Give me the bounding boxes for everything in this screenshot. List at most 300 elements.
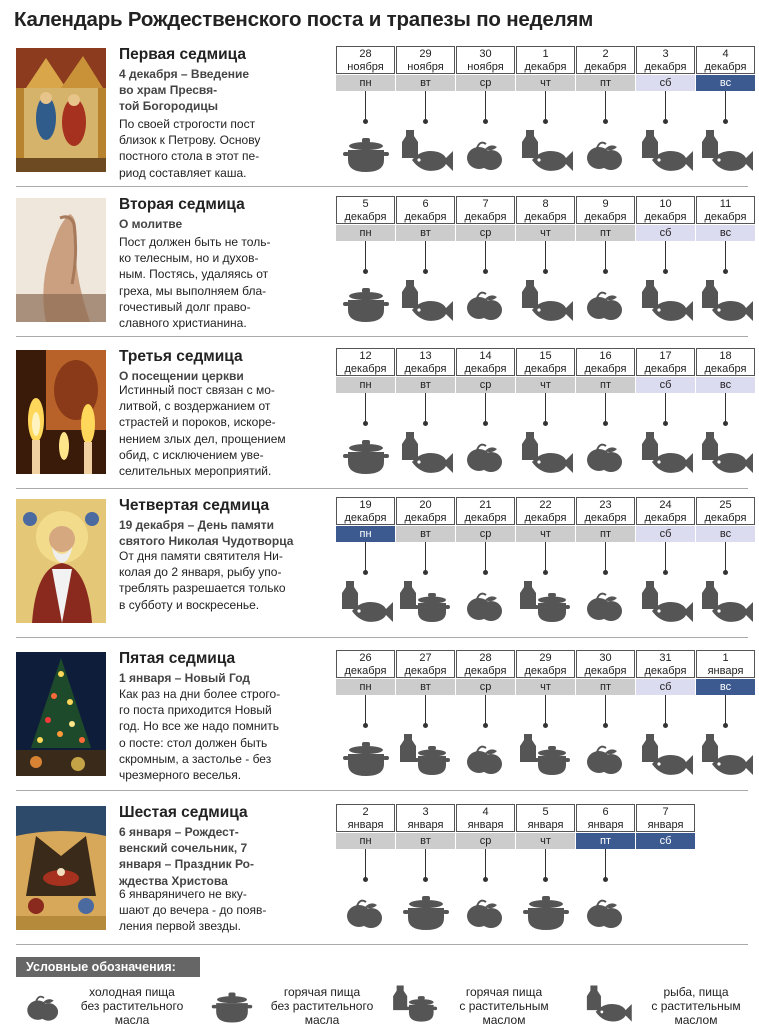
day-cell <box>636 46 696 186</box>
connector-dot <box>483 877 488 882</box>
day-month: января <box>527 818 564 831</box>
day-date <box>396 46 455 74</box>
day-number: 23 <box>599 499 612 511</box>
weekday-label: вт <box>396 225 455 241</box>
day-number: 7 <box>662 806 669 818</box>
hotoil-food-icon <box>388 982 444 1026</box>
day-cell <box>516 46 576 186</box>
legend-label: горячая пища с растительным маслом <box>459 985 549 1027</box>
connector-line <box>665 393 666 423</box>
weekday-label: пн <box>336 75 395 91</box>
connector-dot <box>603 421 608 426</box>
day-number: 18 <box>719 350 732 362</box>
connector-dot <box>723 269 728 274</box>
connector-dot <box>483 723 488 728</box>
week-title: Пятая седмица <box>119 650 236 667</box>
weekday-label: чт <box>516 679 575 695</box>
connector-line <box>425 542 426 572</box>
day-month: ноября <box>407 60 444 73</box>
day-date <box>636 650 695 678</box>
connector-line <box>665 91 666 121</box>
fish-food-icon <box>518 126 574 176</box>
connector-dot <box>423 421 428 426</box>
day-month: ноября <box>347 60 384 73</box>
weekday-label: ср <box>456 679 515 695</box>
weekday-label: ср <box>456 225 515 241</box>
connector-dot <box>603 723 608 728</box>
candles-icon <box>16 350 106 474</box>
day-cell <box>396 804 456 944</box>
connector-line <box>545 695 546 725</box>
connector-dot <box>603 877 608 882</box>
connector-dot <box>363 421 368 426</box>
connector-line <box>365 849 366 879</box>
day-month: ноября <box>467 60 504 73</box>
connector-line <box>365 393 366 423</box>
week-divider <box>16 488 748 489</box>
connector-dot <box>603 119 608 124</box>
cold-food-icon <box>578 428 634 478</box>
day-month: декабря <box>644 210 687 223</box>
day-month: декабря <box>704 511 747 524</box>
connector-line <box>605 91 606 121</box>
day-number: 22 <box>539 499 552 511</box>
day-number: 9 <box>602 198 609 210</box>
day-cell <box>696 196 756 336</box>
day-cell <box>456 804 516 944</box>
connector-dot <box>423 570 428 575</box>
day-date <box>456 348 515 376</box>
day-month: декабря <box>344 210 387 223</box>
day-month: декабря <box>464 664 507 677</box>
day-number: 31 <box>659 652 672 664</box>
weekday-label: вс <box>696 75 755 91</box>
connector-dot <box>543 421 548 426</box>
hot-food-icon <box>518 884 574 934</box>
connector-line <box>365 695 366 725</box>
weekday-label: пт <box>576 679 635 695</box>
weekday-label: чт <box>516 225 575 241</box>
hot-food-icon <box>398 884 454 934</box>
week-1 <box>0 46 759 198</box>
weekday-label: чт <box>516 833 575 849</box>
hotoil-food-icon <box>518 577 574 627</box>
day-cell <box>456 348 516 488</box>
day-cell <box>696 46 756 186</box>
fish-food-icon <box>638 126 694 176</box>
weekday-label: чт <box>516 75 575 91</box>
day-number: 19 <box>359 499 372 511</box>
cold-food-icon <box>578 884 634 934</box>
day-number: 11 <box>719 198 732 210</box>
fish-food-icon <box>398 126 454 176</box>
connector-line <box>725 542 726 572</box>
day-month: декабря <box>344 664 387 677</box>
day-date <box>516 196 575 224</box>
cold-food-icon <box>338 884 394 934</box>
weekday-label: пт <box>576 75 635 91</box>
day-month: декабря <box>404 362 447 375</box>
presentation-icon <box>16 48 106 172</box>
connector-dot <box>723 723 728 728</box>
cold-food-icon <box>458 730 514 780</box>
day-month: декабря <box>584 511 627 524</box>
day-number: 13 <box>419 350 432 362</box>
day-cell <box>336 348 396 488</box>
day-cell <box>636 348 696 488</box>
day-cell <box>636 196 696 336</box>
connector-dot <box>483 570 488 575</box>
day-date <box>396 804 455 832</box>
weekday-label: пт <box>576 225 635 241</box>
day-month: декабря <box>524 664 567 677</box>
day-date <box>636 497 695 525</box>
cold-food-icon <box>458 428 514 478</box>
weekday-label: ср <box>456 833 515 849</box>
connector-dot <box>363 877 368 882</box>
day-number: 25 <box>719 499 732 511</box>
connector-dot <box>483 421 488 426</box>
day-date <box>516 497 575 525</box>
day-month: января <box>467 818 504 831</box>
weekday-label: вт <box>396 75 455 91</box>
week-title: Вторая седмица <box>119 196 245 213</box>
connector-dot <box>363 119 368 124</box>
connector-dot <box>723 119 728 124</box>
hot-food-icon <box>338 276 394 326</box>
connector-line <box>485 542 486 572</box>
connector-dot <box>723 421 728 426</box>
fish-food-icon <box>698 126 754 176</box>
hot-food-icon <box>204 982 260 1026</box>
week-divider <box>16 944 748 945</box>
connector-line <box>545 393 546 423</box>
connector-line <box>365 542 366 572</box>
day-number: 21 <box>479 499 492 511</box>
day-date <box>396 650 455 678</box>
day-date <box>576 196 635 224</box>
connector-line <box>485 695 486 725</box>
weekday-label: пт <box>576 526 635 542</box>
day-month: декабря <box>344 362 387 375</box>
day-date <box>396 196 455 224</box>
day-cell <box>396 650 456 790</box>
day-month: декабря <box>704 210 747 223</box>
day-number: 3 <box>422 806 429 818</box>
week-subtitle: 6 января – Рождест- венский сочельник, 7 января – Праздник Ро- ждества Христова <box>119 825 255 888</box>
day-number: 28 <box>479 652 492 664</box>
day-cell <box>576 196 636 336</box>
day-cell <box>456 650 516 790</box>
week-divider <box>16 336 748 337</box>
day-cell <box>336 650 396 790</box>
day-number: 26 <box>359 652 372 664</box>
weekday-label: ср <box>456 377 515 393</box>
weekday-label: вт <box>396 833 455 849</box>
fish-food-icon <box>580 982 636 1026</box>
day-month: декабря <box>704 362 747 375</box>
legend-label: холодная пища без растительного масла <box>80 985 184 1027</box>
day-date <box>516 46 575 74</box>
day-month: января <box>587 818 624 831</box>
week-2 <box>0 196 759 348</box>
weekday-label: сб <box>636 225 695 241</box>
connector-line <box>545 91 546 121</box>
day-month: декабря <box>524 511 567 524</box>
day-cell <box>576 497 636 637</box>
weekday-label: вс <box>696 225 755 241</box>
day-month: декабря <box>404 210 447 223</box>
day-cell <box>636 497 696 637</box>
cold-food-icon <box>578 276 634 326</box>
day-cell <box>396 46 456 186</box>
weekday-label: вс <box>696 526 755 542</box>
connector-dot <box>663 421 668 426</box>
connector-dot <box>363 269 368 274</box>
weekday-label: вс <box>696 679 755 695</box>
connector-dot <box>543 269 548 274</box>
day-number: 14 <box>479 350 492 362</box>
christmas-tree-icon <box>16 652 106 776</box>
day-month: декабря <box>584 60 627 73</box>
connector-line <box>665 542 666 572</box>
day-cell <box>456 497 516 637</box>
day-date <box>456 804 515 832</box>
fish-food-icon <box>398 276 454 326</box>
connector-line <box>605 393 606 423</box>
day-cell <box>336 196 396 336</box>
weekday-label: сб <box>636 377 695 393</box>
day-cell <box>696 497 756 637</box>
fish-food-icon <box>638 730 694 780</box>
connector-line <box>725 393 726 423</box>
legend-label: рыба, пища с растительным маслом <box>651 985 741 1027</box>
hot-food-icon <box>338 428 394 478</box>
weekday-label: сб <box>636 833 695 849</box>
day-month: декабря <box>404 664 447 677</box>
connector-dot <box>543 570 548 575</box>
day-month: декабря <box>464 511 507 524</box>
day-cell <box>636 650 696 790</box>
weekday-label: ср <box>456 75 515 91</box>
week-divider <box>16 637 748 638</box>
connector-line <box>485 91 486 121</box>
day-number: 2 <box>362 806 369 818</box>
praying-hands-icon <box>16 198 106 322</box>
day-cell <box>396 196 456 336</box>
day-number: 24 <box>659 499 672 511</box>
day-month: декабря <box>584 664 627 677</box>
day-number: 6 <box>602 806 609 818</box>
day-cell <box>696 650 756 790</box>
day-date <box>396 348 455 376</box>
day-number: 30 <box>479 48 492 60</box>
connector-dot <box>603 269 608 274</box>
saint-nicholas-icon <box>16 499 106 623</box>
hotoil-food-icon <box>398 730 454 780</box>
day-date <box>636 804 695 832</box>
connector-line <box>365 241 366 271</box>
fish-food-icon <box>638 428 694 478</box>
day-date <box>696 497 755 525</box>
day-cell <box>336 46 396 186</box>
day-cell <box>516 196 576 336</box>
day-month: января <box>707 664 744 677</box>
week-5 <box>0 650 759 802</box>
day-cell <box>576 804 636 944</box>
connector-line <box>425 849 426 879</box>
day-number: 20 <box>419 499 432 511</box>
hotoil-food-icon <box>518 730 574 780</box>
day-month: декабря <box>344 511 387 524</box>
day-number: 4 <box>482 806 489 818</box>
day-date <box>336 196 395 224</box>
day-cell <box>516 497 576 637</box>
connector-dot <box>663 119 668 124</box>
cold-food-icon <box>458 276 514 326</box>
fish-food-icon <box>698 730 754 780</box>
day-date <box>696 46 755 74</box>
day-date <box>516 804 575 832</box>
connector-line <box>725 91 726 121</box>
day-date <box>576 804 635 832</box>
day-cell <box>336 497 396 637</box>
fish-food-icon <box>338 577 394 627</box>
day-date <box>336 46 395 74</box>
day-number: 5 <box>542 806 549 818</box>
day-cell <box>396 348 456 488</box>
day-date <box>696 650 755 678</box>
weekday-label: пн <box>336 377 395 393</box>
legend-label: горячая пища без растительного масла <box>270 985 374 1027</box>
day-date <box>576 650 635 678</box>
connector-line <box>425 241 426 271</box>
connector-line <box>665 241 666 271</box>
week-divider <box>16 790 748 791</box>
day-month: декабря <box>644 60 687 73</box>
day-month: декабря <box>644 664 687 677</box>
day-number: 28 <box>359 48 372 60</box>
week-subtitle: 19 декабря – День памяти святого Николая Чудотворца <box>119 518 294 549</box>
day-number: 4 <box>722 48 729 60</box>
connector-line <box>605 695 606 725</box>
weekday-label: пн <box>336 225 395 241</box>
day-month: декабря <box>524 60 567 73</box>
day-date <box>456 196 515 224</box>
day-cell <box>456 46 516 186</box>
connector-line <box>425 393 426 423</box>
connector-line <box>545 241 546 271</box>
weekday-label: чт <box>516 377 575 393</box>
weekday-label: сб <box>636 75 695 91</box>
cold-food-icon <box>458 577 514 627</box>
day-number: 30 <box>599 652 612 664</box>
connector-line <box>485 241 486 271</box>
fish-food-icon <box>398 428 454 478</box>
week-divider <box>16 186 748 187</box>
connector-line <box>485 849 486 879</box>
connector-dot <box>723 570 728 575</box>
week-description: По своей строгости пост близок к Петрову. Основу постного стола в этот пе- риод составляет каша. <box>119 117 261 180</box>
weekday-label: пт <box>576 377 635 393</box>
day-cell <box>696 348 756 488</box>
week-subtitle: О молитве <box>119 217 183 231</box>
week-6 <box>0 804 759 956</box>
connector-line <box>425 695 426 725</box>
fish-food-icon <box>698 428 754 478</box>
day-date <box>576 46 635 74</box>
day-number: 29 <box>419 48 432 60</box>
day-number: 5 <box>362 198 369 210</box>
day-month: декабря <box>644 511 687 524</box>
day-date <box>456 46 515 74</box>
day-date <box>516 348 575 376</box>
connector-line <box>365 91 366 121</box>
connector-line <box>725 241 726 271</box>
connector-line <box>545 849 546 879</box>
connector-line <box>605 241 606 271</box>
day-cell <box>516 348 576 488</box>
weekday-label: пт <box>576 833 635 849</box>
day-cell <box>396 497 456 637</box>
connector-dot <box>483 269 488 274</box>
day-date <box>636 46 695 74</box>
week-description: От дня памяти святителя Ни- колая до 2 января, рыбу упо- треблять разрешается только в субботу и воскресенье. <box>119 549 286 612</box>
week-subtitle: О посещении церкви <box>119 369 244 383</box>
connector-dot <box>363 570 368 575</box>
day-number: 7 <box>482 198 489 210</box>
connector-line <box>485 393 486 423</box>
connector-dot <box>603 570 608 575</box>
day-month: января <box>347 818 384 831</box>
fish-food-icon <box>698 577 754 627</box>
nativity-icon <box>16 806 106 930</box>
day-number: 15 <box>539 350 552 362</box>
connector-dot <box>423 269 428 274</box>
connector-dot <box>483 119 488 124</box>
day-cell <box>516 804 576 944</box>
day-cell <box>456 196 516 336</box>
day-date <box>636 348 695 376</box>
day-number: 27 <box>419 652 432 664</box>
connector-line <box>725 695 726 725</box>
week-title: Шестая седмица <box>119 804 248 821</box>
day-month: декабря <box>464 210 507 223</box>
day-number: 6 <box>422 198 429 210</box>
connector-dot <box>663 570 668 575</box>
weekday-label: ср <box>456 526 515 542</box>
day-month: января <box>647 818 684 831</box>
day-month: декабря <box>464 362 507 375</box>
fish-food-icon <box>518 276 574 326</box>
day-month: декабря <box>404 511 447 524</box>
day-date <box>516 650 575 678</box>
day-month: декабря <box>704 60 747 73</box>
day-number: 12 <box>359 350 372 362</box>
weekday-label: сб <box>636 526 695 542</box>
page-title: Календарь Рождественского поста и трапезы по неделям <box>14 8 594 31</box>
day-cell <box>336 804 396 944</box>
weekday-label: сб <box>636 679 695 695</box>
day-date <box>576 497 635 525</box>
day-month: января <box>407 818 444 831</box>
day-date <box>576 348 635 376</box>
connector-dot <box>543 119 548 124</box>
weekday-label: пн <box>336 526 395 542</box>
day-number: 1 <box>542 48 549 60</box>
fish-food-icon <box>638 577 694 627</box>
weekday-label: пн <box>336 679 395 695</box>
